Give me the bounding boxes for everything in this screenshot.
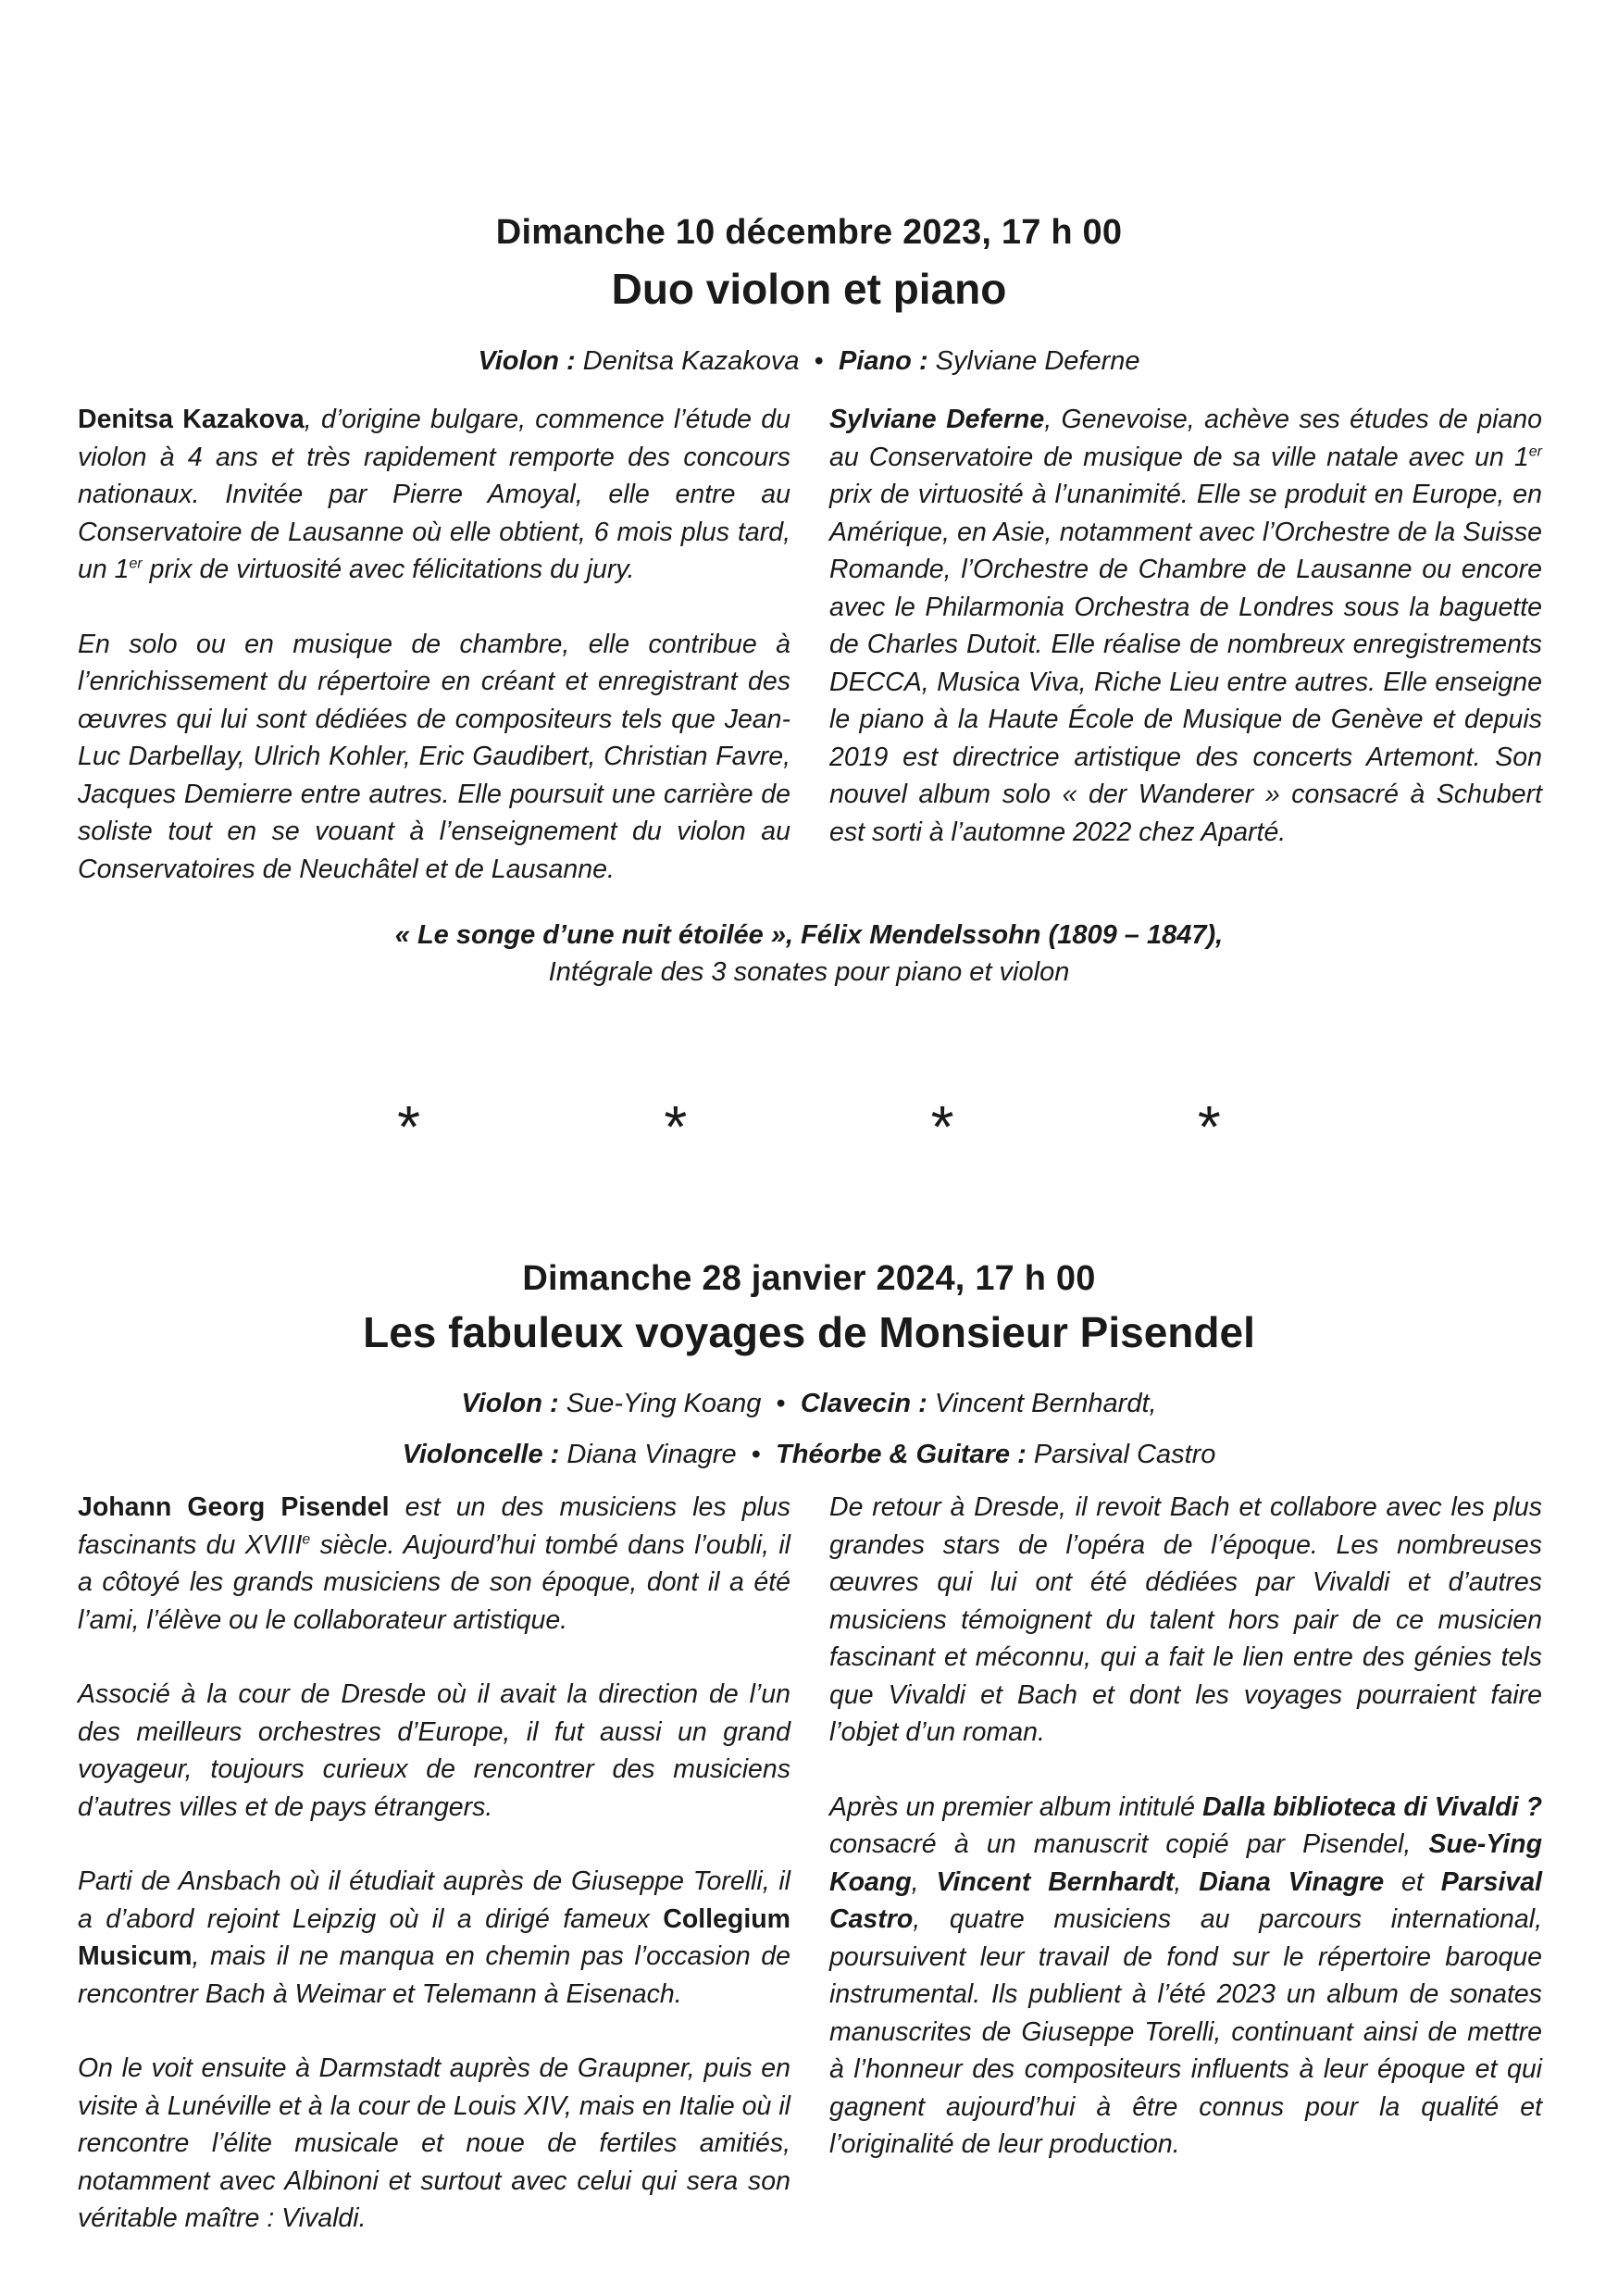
deferne-bio <box>829 401 1542 851</box>
concert2-performers-line2 <box>0 1440 1618 1470</box>
kazakova-bio-1 <box>78 401 790 589</box>
bio-sup: er <box>129 555 143 572</box>
pisendel-bio-2: Associé à la cour de Dresde où il avait la direction de l’un des meilleurs orchestres d’Europe, il fut aussi un grand voyageur, toujours curieux de rencontrer des musiciens d’autres villes et de pays étrangers. <box>78 1679 790 1822</box>
work-title: « Le songe d’une nuit étoilée », Félix Mendelssohn (1809 – 1847), <box>394 920 1224 950</box>
theorbo-name: Parsival Castro <box>1033 1440 1216 1469</box>
musician-name: Sue-Ying Koang <box>829 1829 1542 1897</box>
concert2-performers-line1 <box>0 1389 1618 1419</box>
violin-label: Violon : <box>461 1389 559 1418</box>
bio-name: Johann Georg Pisendel <box>78 1492 390 1522</box>
violin-name: Sue-Ying Koang <box>566 1389 762 1418</box>
pisendel-bio-5: De retour à Dresde, il revoit Bach et collabore avec les plus grandes stars de l’opéra de l’époque. Les nombreuses œuvres qui lui ont été dédiées par Vivaldi et d’autres musiciens témoignent du talent hors pair de ce musicien fascinant et méconnu, qui a fait le lien entre des génies tels que Vivaldi et Bach et dont les voyages pourraient faire l’objet d’un roman. <box>829 1492 1542 1747</box>
bio-text: , <box>911 1866 937 1897</box>
album-title: Dalla biblioteca di Vivaldi ? <box>1202 1791 1542 1822</box>
cello-name: Diana Vinagre <box>566 1440 737 1469</box>
ensemble-bio <box>829 1789 1542 2164</box>
bio-text: , d’origine bulgare, commence l’étude du violon à 4 ans et très rapidement remporte des concours nationaux. Invitée par Pierre Amoyal, elle entre au Conservatoire de Lausanne où elle obtient, 6 mois plus tard, un 1 <box>78 405 790 584</box>
concert1-date: Dimanche 10 décembre 2023, 17 h 00 <box>495 213 1123 252</box>
piano-name: Sylviane Deferne <box>935 346 1140 376</box>
bio-text: , <box>1174 1866 1200 1897</box>
pisendel-bio-3 <box>78 1863 790 2013</box>
bio-text: prix de virtuosité à l’unanimité. Elle se produit en Europe, en Amérique, en Asie, notamment avec l’Orchestre de la Suisse Romande, l’Orchestre de Chambre de Lausanne ou encore avec le Philarmonia Orchestra de Londres sous la baguette de Charles Dutoit. Elle réalise de nombreux enregistrements DECCA, Musica Viva, Riche Lieu entre autres. Elle enseigne le piano à la Haute École de Musique de Genève et depuis 2019 est directrice artistique des concerts Artemont. Son nouvel album solo « der Wanderer » consacré à Schubert est sorti à l’automne 2022 chez Aparté. <box>829 480 1542 847</box>
work-subtitle: Intégrale des 3 sonates pour piano et violon <box>548 957 1070 987</box>
concert1-program <box>0 917 1618 991</box>
cello-label: Violoncelle : <box>402 1440 560 1469</box>
collegium-musicum: Collegium Musicum <box>78 1903 790 1971</box>
concert2-left-column <box>78 1489 790 2275</box>
section-separator: * * * * <box>397 1093 1221 1160</box>
concert2-right-column <box>829 1489 1542 2201</box>
concert1-title: Duo violon et piano <box>611 265 1007 313</box>
violin-name: Denitsa Kazakova <box>582 346 800 376</box>
concert1-performers <box>0 346 1618 377</box>
piano-label: Piano : <box>838 346 928 376</box>
violin-label: Violon : <box>478 346 576 376</box>
bullet: • <box>776 1389 786 1418</box>
bio-sup: er <box>1528 443 1542 459</box>
bio-text: Après un premier album intitulé <box>829 1791 1203 1822</box>
bio-text: et <box>1384 1866 1441 1897</box>
bio-sup: e <box>302 1531 311 1547</box>
musician-name: Diana Vinagre <box>1199 1866 1385 1897</box>
bio-text: siècle. Aujourd’hui tombé dans l’oubli, il a côtoyé les grands musiciens de son époque, dont il a été l’ami, l’élève ou le collaborateur artistique. <box>78 1529 790 1635</box>
bullet: • <box>814 346 824 376</box>
bio-name: Sylviane Deferne <box>829 405 1045 434</box>
bio-text: , Genevoise, achève ses études de piano au Conservatoire de musique de sa ville natale avec un 1 <box>829 405 1543 472</box>
bio-text: consacré à un manuscrit copié par Pisendel, <box>829 1829 1429 1859</box>
concert2-date: Dimanche 28 janvier 2024, 17 h 00 <box>522 1259 1096 1298</box>
kazakova-bio-2: En solo ou en musique de chambre, elle contribue à l’enrichissement du répertoire en créant et enregistrant des œuvres qui lui sont dédiées de compositeurs tels que Jean-Luc Darbellay, Ulrich Kohler, Eric Gaudibert, Christian Favre, Jacques Demierre entre autres. Elle poursuit une carrière de soliste tout en se vouant à l’enseignement du violon au Conservatoires de Neuchâtel et de Lausanne. <box>78 629 790 884</box>
harpsichord-name: Vincent Bernhardt, <box>934 1389 1157 1418</box>
bio-text: prix de virtuosité avec félicitations du jury. <box>142 555 635 584</box>
bio-text: est un des musiciens les plus fascinants du XVIII <box>78 1492 790 1560</box>
pisendel-bio-1 <box>78 1489 790 1639</box>
concert1-right-column <box>829 401 1542 888</box>
bullet: • <box>751 1440 761 1469</box>
pisendel-bio-4: On le voit ensuite à Darmstadt auprès de Graupner, puis en visite à Lunéville et à la cour de Louis XIV, mais en Italie où il rencontre l’élite musicale et noue de fertiles amitiés, notamment avec Albinoni et surtout avec celui qui sera son véritable maître : Vivaldi. <box>78 2053 790 2233</box>
theorbo-label: Théorbe & Guitare : <box>776 1440 1027 1469</box>
concert2-title: Les fabuleux voyages de Monsieur Pisendel <box>363 1308 1255 1356</box>
harpsichord-label: Clavecin : <box>800 1389 927 1418</box>
musician-name: Vincent Bernhardt <box>936 1866 1175 1897</box>
bio-text: Parti de Ansbach où il étudiait auprès de Giuseppe Torelli, il a d’abord rejoint Leipzig où il a dirigé fameux <box>78 1866 790 1934</box>
bio-text: , mais il ne manqua en chemin pas l’occasion de rencontrer Bach à Weimar et Telemann à Eisenach. <box>78 1941 790 2009</box>
bio-name: Denitsa Kazakova <box>78 405 305 434</box>
musician-name: Parsival Castro <box>829 1866 1543 1934</box>
concert1-left-column <box>78 401 790 925</box>
bio-text: , quatre musiciens au parcours international, poursuivent leur travail de fond sur le répertoire baroque instrumental. Ils publient à l’été 2023 un album de sonates manuscrites de Giuseppe Torelli, continuant ainsi de mettre à l’honneur des compositeurs influents à leur époque et qui gagnent aujourd’hui à être connus pour la qualité et l’originalité de leur production. <box>829 1904 1542 2159</box>
